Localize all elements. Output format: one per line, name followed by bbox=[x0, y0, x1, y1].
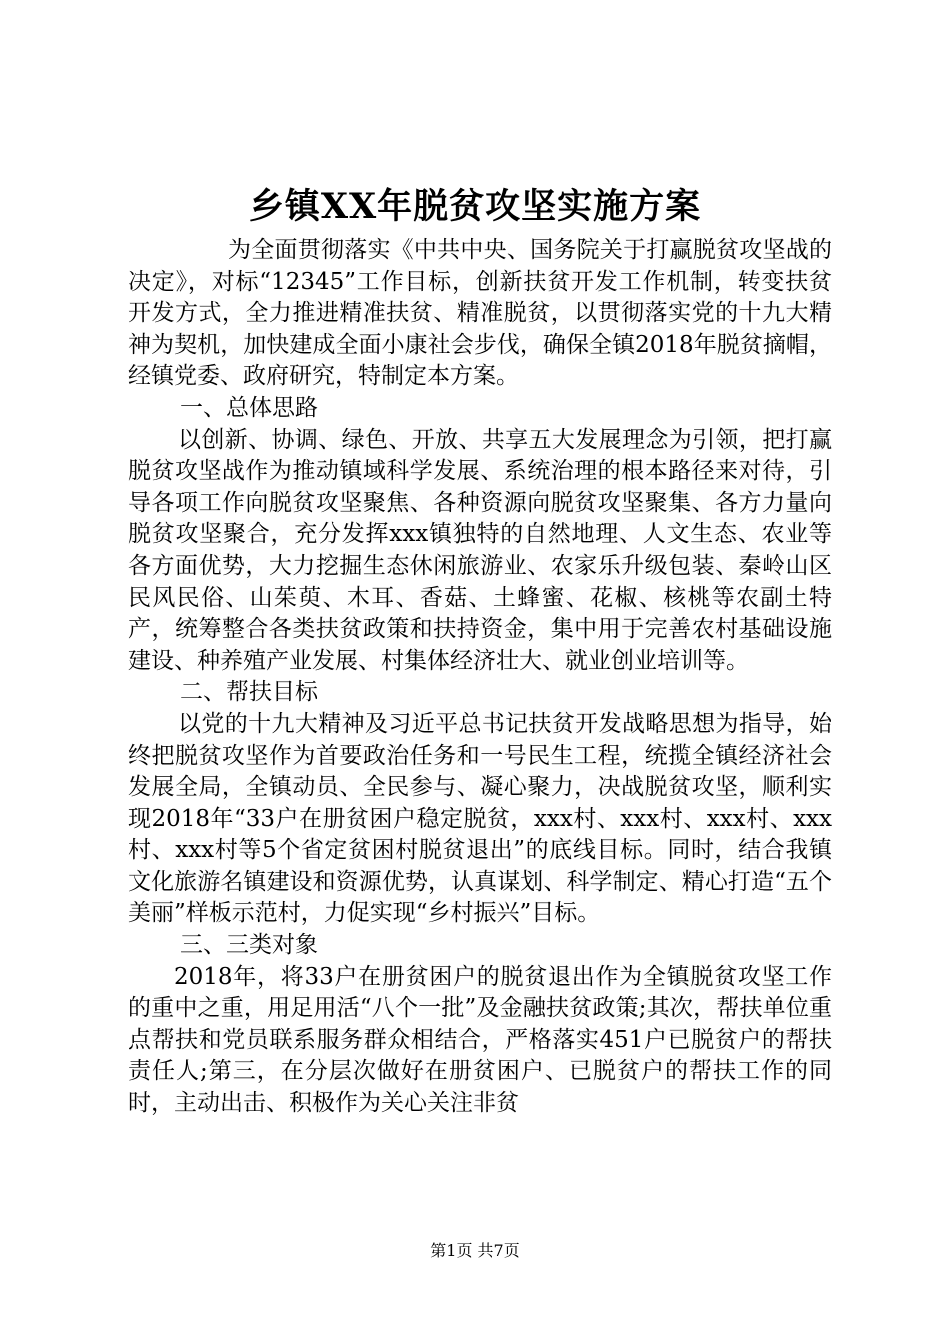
intro-paragraph: 为全面贯彻落实《中共中央、国务院关于打赢脱贫攻坚战的决定》，对标“12345”工作目标，创新扶贫开发工作机制，转变扶贫开发方式，全力推进精准扶贫、精准脱贫，以贯彻落实党的十九大精神为契机，加快建成全面小康社会步伐，确保全镇2018年脱贫摘帽，经镇党委、政府研究，特制定本方案。 bbox=[128, 237, 832, 390]
document-body bbox=[128, 235, 832, 1120]
section-paragraph-2: 以党的十九大精神及习近平总书记扶贫开发战略思想为指导，始终把脱贫攻坚作为首要政治任务和一号民生工程，统揽全镇经济社会发展全局，全镇动员、全民参与、凝心聚力，决战脱贫攻坚，顺利实现2018年“33户在册贫困户稳定脱贫，xxx村、xxx村、xxx村、xxx村、xxx村等5个省定贫困村脱贫退出”的底线目标。同时，结合我镇文化旅游名镇建设和资源优势，认真谋划、科学制定、精心打造“五个美丽”样板示范村，力促实现“乡村振兴”目标。 bbox=[128, 710, 832, 927]
section-heading-2: 二、帮扶目标 bbox=[180, 679, 318, 706]
document-title: 乡镇XX年脱贫攻坚实施方案 bbox=[248, 186, 702, 227]
section-heading-3: 三、三类对象 bbox=[180, 932, 318, 959]
page-footer: 第1页 共7页 bbox=[430, 1241, 520, 1260]
section-paragraph-1: 以创新、协调、绿色、开放、共享五大发展理念为引领，把打赢脱贫攻坚战作为推动镇域科学发展、系统治理的根本路径来对待，引导各项工作向脱贫攻坚聚焦、各种资源向脱贫攻坚聚集、各方力量向脱贫攻坚聚合，充分发挥xxx镇独特的自然地理、人文生态、农业等各方面优势，大力挖掘生态休闲旅游业、农家乐升级包装、秦岭山区民风民俗、山茱萸、木耳、香菇、土蜂蜜、花椒、核桃等农副土特产，统筹整合各类扶贫政策和扶持资金，集中用于完善农村基础设施建设、种养殖产业发展、村集体经济壮大、就业创业培训等。 bbox=[128, 426, 832, 674]
section-heading-1: 一、总体思路 bbox=[180, 394, 318, 421]
section-paragraph-3: 2018年，将33户在册贫困户的脱贫退出作为全镇脱贫攻坚工作的重中之重，用足用活“八个一批”及金融扶贫政策;其次，帮扶单位重点帮扶和党员联系服务群众相结合，严格落实451户已脱贫户的帮扶责任人;第三，在分层次做好在册贫困户、已脱贫户的帮扶工作的同时，主动出击、积极作为关心关注非贫 bbox=[128, 963, 832, 1117]
